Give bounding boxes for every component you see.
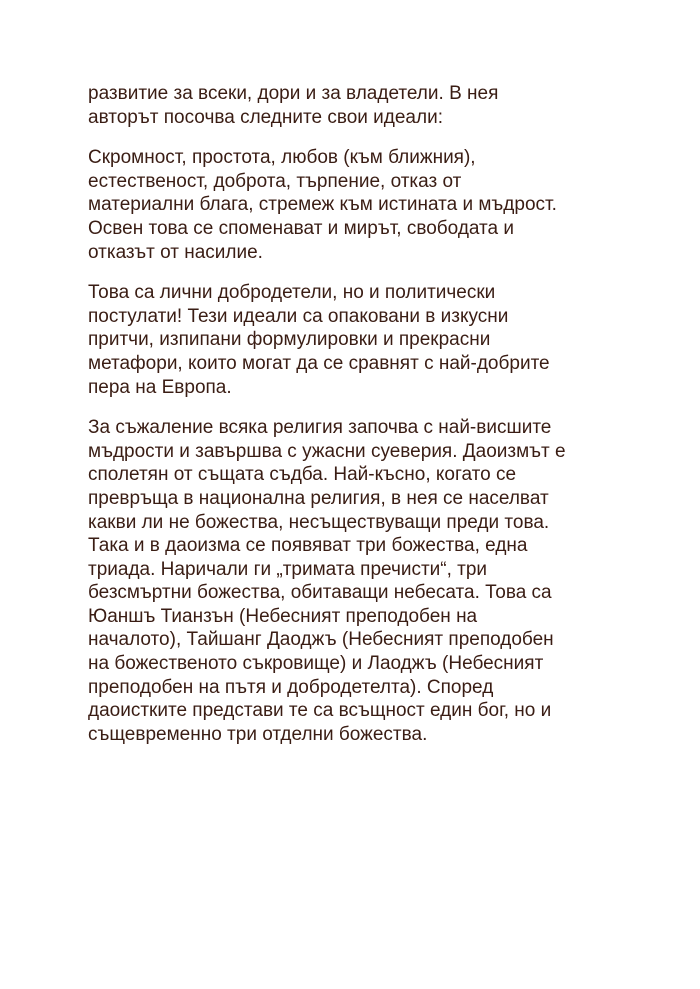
text-line: Скромност, простота, любов (към ближния), (88, 147, 476, 169)
text-line: материални блага, стремеж към истината и мъдрост. (88, 194, 557, 216)
text-line: даоистките представи те са всъщност един бог, но и (88, 700, 552, 722)
text-line: постулати! Тези идеали са опаковани в изкусни (88, 305, 509, 327)
text-line: превръща в национална религия, в нея се населват (88, 487, 549, 509)
text-line: триада. Наричали ги „тримата пречисти“, три (88, 558, 488, 580)
text-line: Това са лични добродетели, но и политически (88, 282, 496, 304)
text-line: какви ли не божества, несъществуващи преди това. (88, 511, 550, 533)
text-line: преподобен на пътя и добродетелта). Според (88, 676, 494, 698)
text-line: мъдрости и завършва с ужасни суеверия. Даоизмът е (88, 440, 566, 462)
text-line: отказът от насилие. (88, 241, 263, 263)
text-line: авторът посочва следните свои идеали: (88, 106, 443, 128)
text-line: Освен това се споменават и мирът, свободата и (88, 217, 515, 239)
text-line: същевременно три отделни божества. (88, 723, 428, 745)
text-line: началото), Тайшанг Даоджъ (Небесният преподобен (88, 629, 554, 651)
text-line: естественост, доброта, търпение, отказ от (88, 170, 462, 192)
text-line: притчи, изпипани формулировки и прекрасни (88, 329, 491, 351)
text-line: безсмъртни божества, обитаващи небесата. Това са (88, 582, 552, 604)
text-line: на божественото съкровище) и Лаоджъ (Небесният (88, 653, 544, 675)
text-line: развитие за всеки, дори и за владетели. В нея (88, 83, 499, 104)
paragraph-3 (88, 281, 688, 399)
text-line: За съжаление всяка религия започва с най-висшите (88, 417, 552, 439)
paragraph-1 (88, 82, 688, 129)
paragraph-4 (88, 416, 688, 746)
text-line: Така и в даоизма се появяват три божества, една (88, 535, 528, 557)
paragraph-2 (88, 146, 688, 264)
document-body (88, 82, 688, 763)
text-line: Юаншъ Тианзън (Небесният преподобен на (88, 605, 478, 627)
text-line: пера на Европа. (88, 376, 232, 398)
text-line: сполетян от същата съдба. Най-късно, когато се (88, 464, 517, 486)
text-line: метафори, които могат да се сравнят с най-добрите (88, 352, 550, 374)
